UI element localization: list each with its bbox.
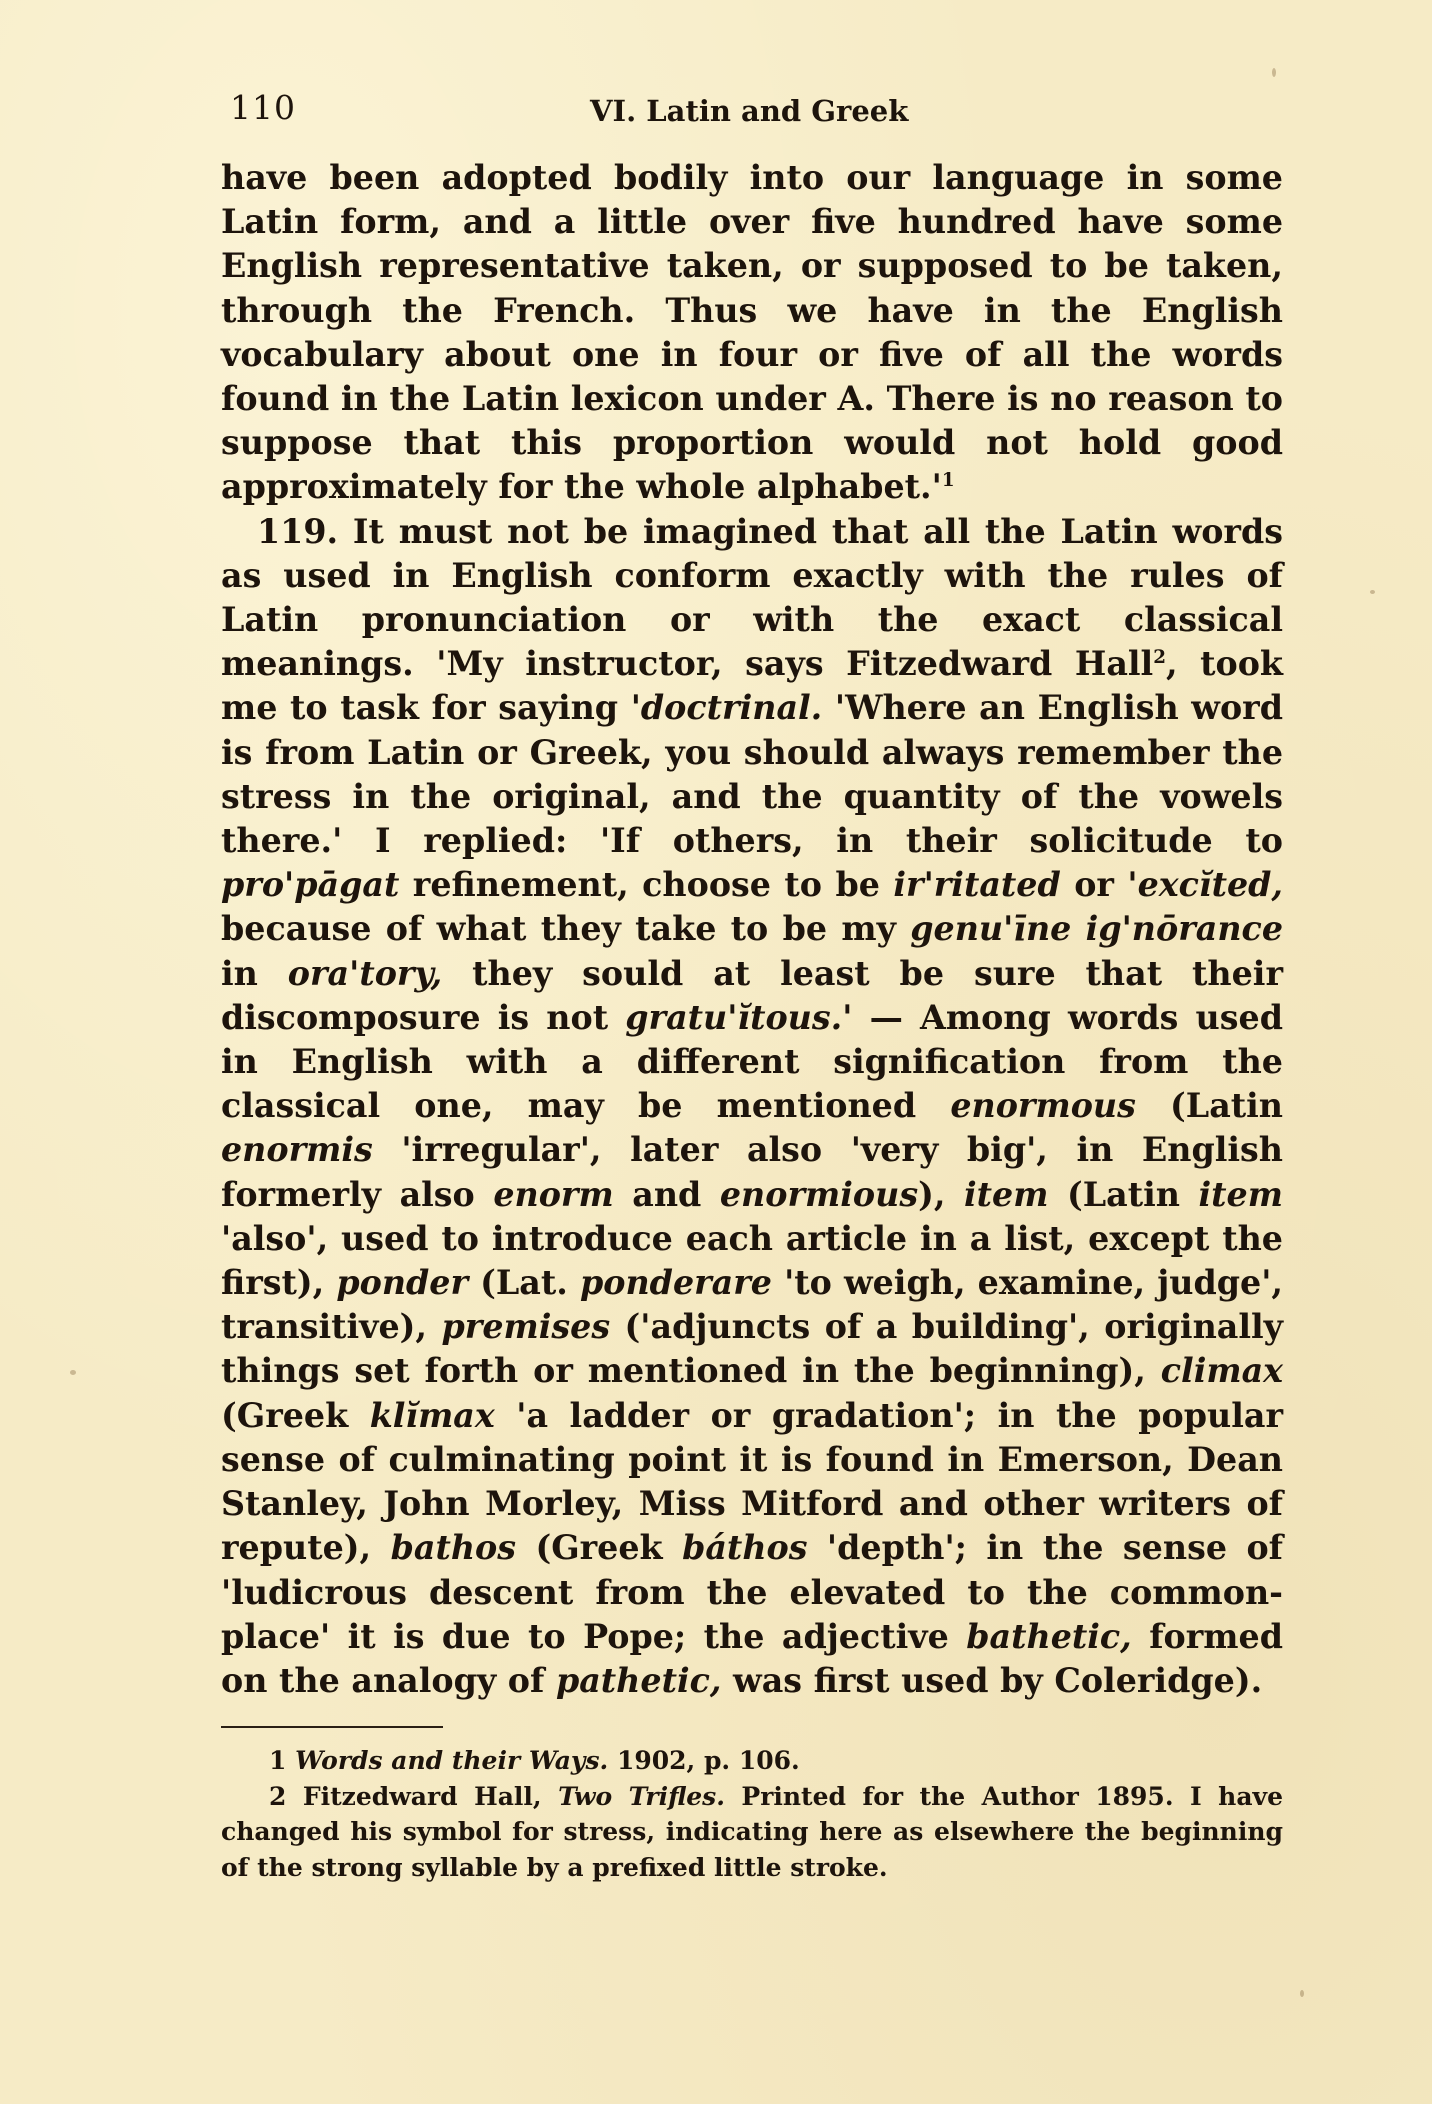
body-text: [221, 156, 1283, 1703]
text-run: or: [1060, 865, 1128, 905]
footnote-title: Words and their Ways.: [295, 1746, 609, 1775]
text-run: they sould at least be sure that their discomposure is not: [221, 953, 1283, 1037]
footnote-1: [221, 1743, 1283, 1779]
italic-word: pathetic,: [555, 1660, 722, 1700]
italic-word: 'doctrinal.: [630, 688, 823, 728]
running-head: VI. Latin and Greek: [590, 94, 909, 128]
text-run: (Greek: [516, 1528, 683, 1568]
italic-word: 'excĭted,: [1127, 865, 1284, 905]
paper-fleck: [1370, 590, 1375, 594]
text-run: , took me to task for saying: [221, 644, 1283, 728]
text-run: 'Where an English word is from Latin or Greek, you should always remember the stress in the original, and the quantity of the vowels there.' I replied: 'If others, in their solicitude to: [221, 688, 1283, 861]
footnote-ref-1: 1: [941, 470, 955, 492]
italic-word: ora'tory,: [287, 953, 443, 993]
text-run: have been adopted bodily into our language in some Latin form, and a little over five hundred have some English representative taken, or supposed to be taken, through the French. Thus we have in the English vocabulary about one in four or five of all the words found in the Latin lexicon under A. There is no reason to suppose that this proportion would not hold good approximately for the whole alphabet.': [221, 158, 1283, 507]
text-run: 'to weigh, examine, judge', transitive),: [221, 1263, 1283, 1347]
footnote-number: 2: [269, 1781, 287, 1811]
footnote-2: [221, 1779, 1283, 1886]
italic-word: gratu'ĭtous.: [625, 997, 843, 1037]
text-run: ('adjuncts of a building', originally things set forth or mentioned in the beginning),: [221, 1307, 1283, 1391]
italic-word: ir'ritated: [893, 865, 1061, 905]
page-header: [222, 88, 1282, 138]
text-run: (Greek: [221, 1395, 370, 1435]
italic-word: enormous: [950, 1086, 1136, 1126]
italic-word: ponderare: [579, 1263, 772, 1303]
italic-word: pro'pāgat: [221, 865, 400, 905]
italic-word: ponder: [336, 1263, 469, 1303]
text-run: refinement, choose to be: [399, 865, 894, 905]
italic-word: premises: [441, 1307, 611, 1347]
italic-word: enorm: [493, 1174, 614, 1214]
italic-word: bathetic,: [966, 1616, 1132, 1656]
italic-word: báthos: [682, 1528, 808, 1568]
footnote-text: Printed for the Author 1895. I have changed his symbol for stress, indicating here as elsewhere the beginning of the strong syllable by a prefixed little stroke.: [221, 1781, 1283, 1882]
text-run: 'depth'; in the sense of 'ludicrous descent from the elevated to the commonplace' it is due to Pope; the adjective: [221, 1528, 1283, 1656]
footnote-text: 1902, p. 106.: [608, 1746, 800, 1775]
section-number: 119.: [257, 511, 339, 551]
italic-word: bathos: [390, 1528, 516, 1568]
paper-fleck: [70, 1370, 76, 1375]
footnote-number: 1: [269, 1746, 287, 1775]
text-run: and: [613, 1174, 720, 1214]
paper-fleck: [1272, 68, 1276, 77]
italic-word: enormious: [719, 1174, 919, 1214]
paper-fleck: [1300, 1990, 1304, 1997]
text-run: (Lat.: [468, 1263, 580, 1303]
paragraph-119: [221, 510, 1283, 1703]
text-run: (Latin: [1048, 1174, 1199, 1214]
text-run: It must not be imagined that all the Latin words as used in English conform exactly with the rules of Latin pronunciation or with the exact classical meanings. 'My instructor, says Fitzedward Hall: [221, 511, 1283, 684]
text-run: was first used by Coleridge).: [721, 1660, 1263, 1700]
text-run: (Latin: [1135, 1086, 1284, 1126]
text-run: ' — Among words used in English with a different signification from the classical one, may be mentioned: [221, 997, 1283, 1126]
text-run: in: [221, 953, 288, 993]
italic-word: enormis: [221, 1130, 373, 1170]
footnotes: [221, 1743, 1283, 1885]
text-run: because of what they take to be my: [221, 909, 911, 949]
footnote-title: Two Trifles.: [558, 1781, 725, 1811]
footnote-text: Fitzedward Hall,: [286, 1781, 559, 1811]
text-run: 'also', used to introduce each article in a list, except the first),: [221, 1218, 1283, 1303]
paragraph-continued: [221, 156, 1283, 510]
italic-word: item: [1198, 1174, 1283, 1214]
italic-word: item: [963, 1174, 1049, 1214]
italic-word: climax: [1160, 1351, 1283, 1391]
italic-word: klĭmax: [369, 1395, 495, 1435]
text-run: 'a ladder or gradation'; in the popular sense of culminating point it is found in Emerson, Dean Stanley, John Morley, Miss Mitford and other writers of repute),: [221, 1395, 1284, 1568]
text-run: formed on the analogy of: [221, 1616, 1284, 1700]
footnote-rule: [221, 1726, 443, 1728]
text-run: 'irregular', later also 'very big', in English formerly also: [221, 1130, 1283, 1214]
italic-word: genu'īne ig'nōrance: [910, 909, 1284, 949]
page-number: 110: [230, 88, 296, 127]
text-run: ),: [918, 1174, 964, 1214]
footnote-ref-2: 2: [1153, 647, 1166, 669]
